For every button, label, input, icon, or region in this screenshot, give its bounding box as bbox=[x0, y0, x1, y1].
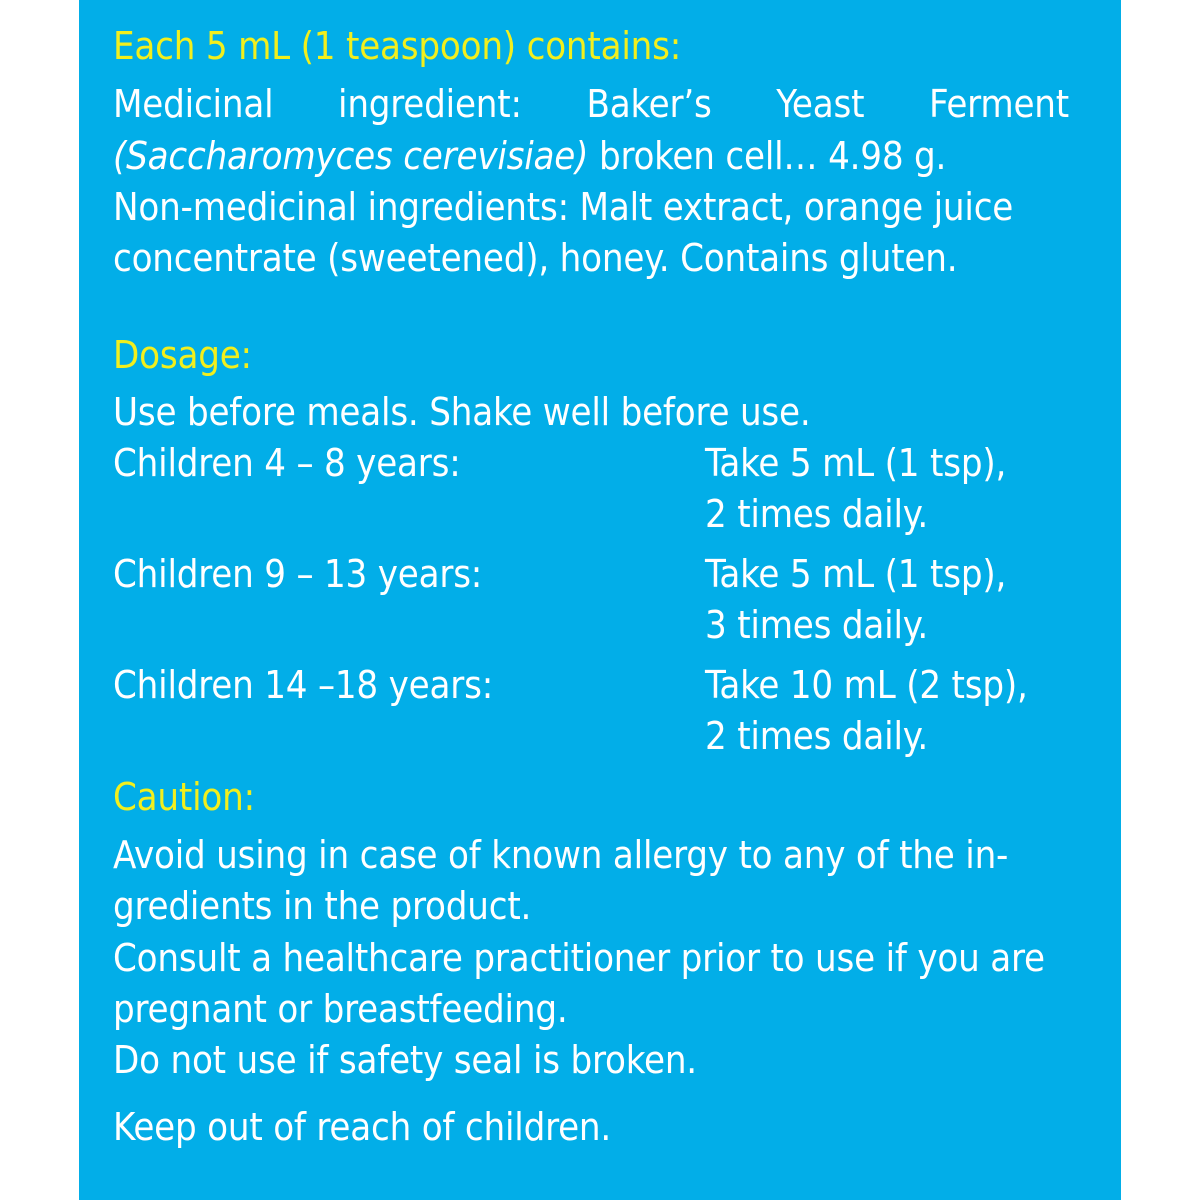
non-medicinal-line-2: concentrate (sweetened), honey. Contains gluten. bbox=[113, 236, 958, 280]
caution-line-3: Consult a healthcare practitioner prior to use if you are bbox=[113, 936, 1045, 980]
dosage-amount: Take 5 mL (1 tsp), bbox=[705, 441, 1007, 485]
dosage-frequency: 3 times daily. bbox=[705, 603, 929, 647]
caution-line-1: Avoid using in case of known allergy to any of the in- bbox=[113, 833, 1009, 877]
caution-line-4: pregnant or breastfeeding. bbox=[113, 987, 568, 1031]
product-label-panel bbox=[79, 0, 1121, 1200]
dosage-frequency: 2 times daily. bbox=[705, 714, 929, 758]
non-medicinal-line-1: Non-medicinal ingredients: Malt extract, orange juice bbox=[113, 185, 1014, 229]
caution-line-5: Do not use if safety seal is broken. bbox=[113, 1038, 697, 1082]
dosage-age: Children 9 – 13 years: bbox=[113, 552, 483, 596]
medicinal-organism-line bbox=[113, 130, 946, 182]
medicinal-word: Medicinal bbox=[113, 82, 274, 126]
dosage-age: Children 4 – 8 years: bbox=[113, 441, 461, 485]
caution-line-2: gredients in the product. bbox=[113, 884, 532, 928]
medicinal-word: ingredient: bbox=[338, 82, 522, 126]
dosage-amount: Take 5 mL (1 tsp), bbox=[705, 552, 1007, 596]
medicinal-word: Baker’s bbox=[586, 82, 712, 126]
medicinal-word: Ferment bbox=[928, 82, 1069, 126]
caution-line-6: Keep out of reach of children. bbox=[113, 1105, 612, 1149]
dosage-heading: Dosage: bbox=[113, 333, 252, 377]
dosage-instruction: Use before meals. Shake well before use. bbox=[113, 390, 811, 434]
dosage-frequency: 2 times daily. bbox=[705, 492, 929, 536]
dosage-age: Children 14 –18 years: bbox=[113, 663, 494, 707]
medicinal-word: Yeast bbox=[776, 82, 865, 126]
organism-amount: broken cell… 4.98 g. bbox=[588, 134, 947, 178]
dosage-amount: Take 10 mL (2 tsp), bbox=[705, 663, 1028, 707]
organism-name: (Saccharomyces cerevisiae) bbox=[113, 134, 589, 178]
contents-heading: Each 5 mL (1 teaspoon) contains: bbox=[113, 24, 682, 68]
medicinal-ingredient-line bbox=[113, 78, 1069, 130]
caution-heading: Caution: bbox=[113, 775, 255, 819]
